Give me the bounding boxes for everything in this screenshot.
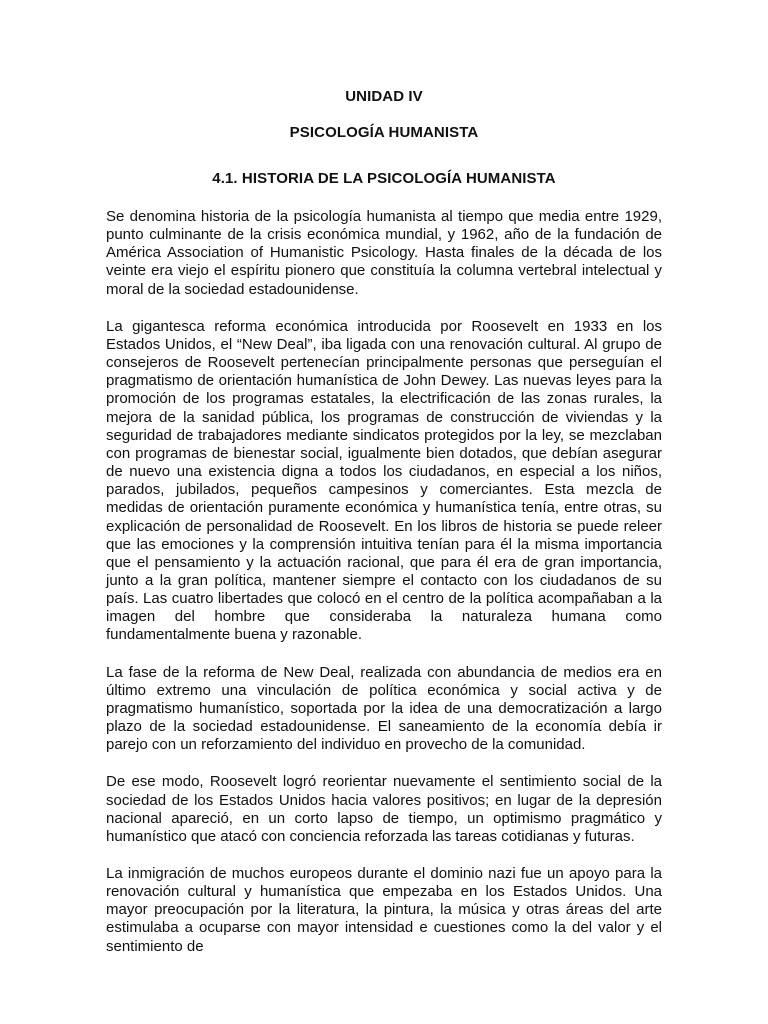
paragraph: La inmigración de muchos europeos durante el dominio nazi fue un apoyo para la renovación cultural y humanística que empezaba en los Estados Unidos. Una mayor preocupación por la literatura, la pintura, la música y otras áreas del arte estimulaba a ocuparse con mayor intensidad e cuestiones como la del valor y el sentimiento de [106, 865, 662, 955]
paragraph: De ese modo, Roosevelt logró reorientar nuevamente el sentimiento social de la sociedad de los Estados Unidos hacia valores positivos; en lugar de la depresión nacional apareció, en un corto lapso de tiempo, un optimismo pragmático y humanístico que atacó con conciencia reforzada las tareas cotidianas y futuras. [106, 773, 662, 845]
chapter-title: PSICOLOGÍA HUMANISTA [289, 124, 479, 141]
paragraph: La fase de la reforma de New Deal, realizada con abundancia de medios era en último extremo una vinculación de política económica y social activa y de pragmatismo humanístico, soportada por la idea de una democratización a largo plazo de la sociedad estadounidense. El saneamiento de la economía debía ir parejo con un reforzamiento del individuo en provecho de la comunidad. [106, 663, 662, 754]
paragraph: Se denomina historia de la psicología humanista al tiempo que media entre 1929, punto culminante de la crisis económica mundial, y 1962, año de la fundación de América Association of Humanistic Psicology. Hasta finales de la década de los veinte era viejo el espíritu pionero que constituía la columna vertebral intelectual y moral de la sociedad estadounidense. [106, 208, 662, 298]
unit-heading: UNIDAD IV [345, 88, 423, 105]
document-body [106, 208, 662, 956]
paragraph: La gigantesca reforma económica introducida por Roosevelt en 1933 en los Estados Unidos, el “New Deal”, iba ligada con una renovación cultural. Al grupo de consejeros de Roosevelt pertenecían principalmente personas que perseguían el pragmatismo de orientación humanística de John Dewey. Las nuevas leyes para la promoción de los programas estatales, la electrificación de las zonas rurales, la mejora de la sanidad pública, los programas de construcción de viviendas y la seguridad de trabajadores mediante sindicatos protegidos por la ley, se mezclaban con programas de bienestar social, igualmente bien dotados, que debían asegurar de nuevo una existencia digna a todos los ciudadanos, en especial a los niños, parados, jubilados, pequeños campesinos y comerciantes. Esta mezcla de medidas de orientación puramente económica y humanística tenía, entre otras, su explicación de personalidad de Roosevelt. En los libros de historia se puede releer que las emociones y la comprensión intuitiva tenían para él la misma importancia que el pensamiento y la actuación racional, que para él era de gran importancia, junto a la gran política, mantener siempre el contacto con los ciudadanos de su país. Las cuatro libertades que colocó en el centro de la política acompañaban a la imagen del hombre que consideraba la naturaleza humana como fundamentalmente buena y razonable. [106, 317, 662, 644]
section-heading: 4.1. HISTORIA DE LA PSICOLOGÍA HUMANISTA [212, 170, 556, 187]
